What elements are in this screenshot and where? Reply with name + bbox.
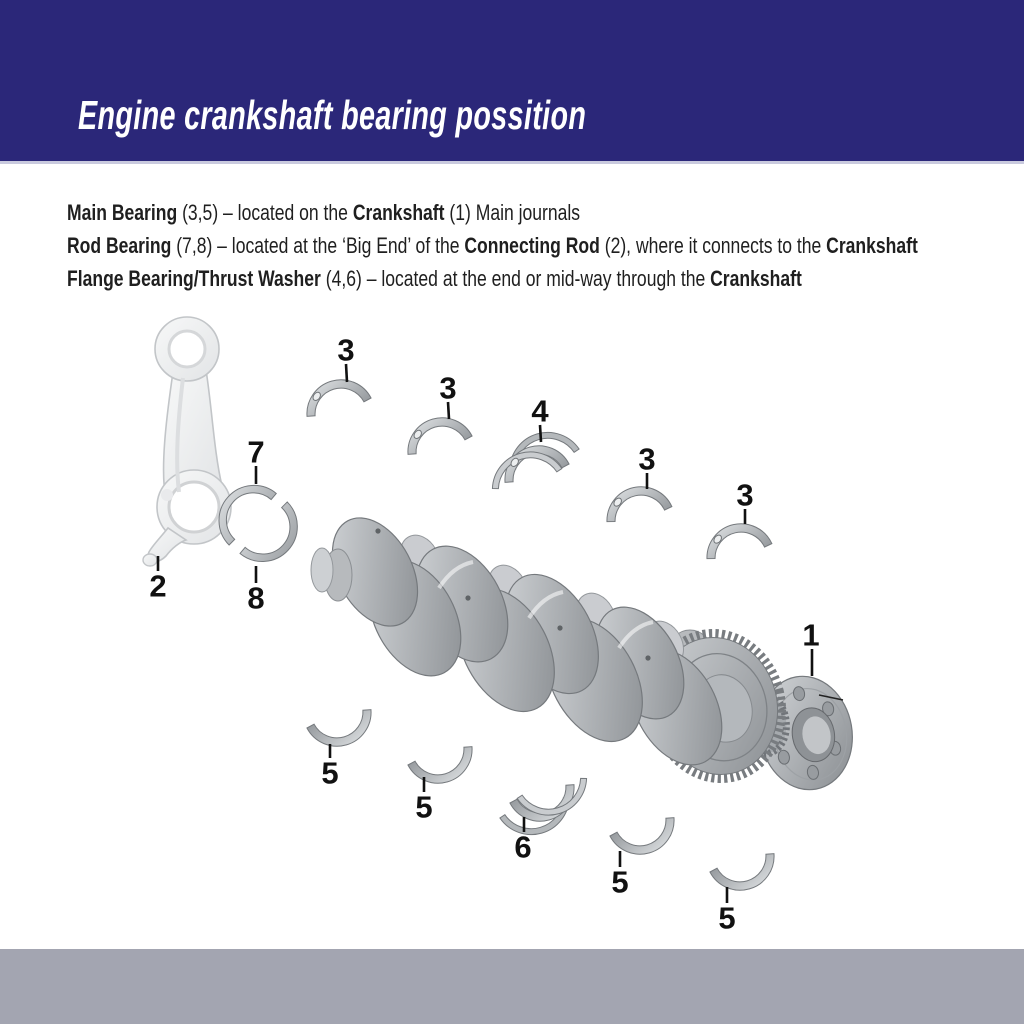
callout-5 [321,744,338,791]
callout-label: 1 [802,617,820,653]
callout-label: 3 [337,332,355,368]
callout-label: 4 [531,393,549,429]
description-text-run: (3,5) – located on the [177,200,353,225]
flange-bearing-shell-4 [481,424,583,490]
description-term-bold: Crankshaft [352,200,445,225]
callout-label: 2 [149,568,167,604]
callout-8 [247,566,264,616]
callout-label: 5 [415,789,433,825]
callout-5 [611,851,628,900]
description-term-bold: Crankshaft [826,233,918,258]
callout-5 [415,777,432,825]
main-bearing-shell-5 [709,852,781,898]
callout-label: 3 [638,441,656,477]
footer-band [0,949,1024,1024]
callout-3 [439,371,456,420]
callout-5 [718,887,735,936]
callout-label: 5 [718,900,736,936]
callout-label: 3 [439,370,457,406]
callout-1 [802,618,819,677]
main-bearing-shell-3 [701,517,772,560]
description-term-bold: Crankshaft [710,266,802,291]
callout-6 [514,817,531,865]
flange-bearing-shell-6 [496,777,598,843]
callout-label: 6 [514,829,532,865]
main-bearing-shell-5 [407,745,479,791]
callout-7 [247,435,264,485]
description-term-bold: Flange Bearing/Thrust Washer [67,266,321,291]
description-term-bold: Rod Bearing [67,233,172,258]
page-title: Engine crankshaft bearing possition [78,92,587,138]
main-bearing-shell-3 [601,480,672,523]
description-text-run: (1) Main journals [444,200,581,225]
callout-label: 3 [736,477,754,513]
callout-label: 7 [247,434,265,470]
description-term-bold: Main Bearing [67,200,178,225]
callout-3 [736,478,753,525]
crankshaft [311,503,861,797]
main-bearing-shell-3 [300,372,372,418]
callout-label: 5 [321,755,339,791]
callout-3 [337,333,354,383]
callout-label: 8 [247,580,265,616]
description-text-run: (7,8) – located at the ‘Big End’ of the [171,233,465,258]
callout-label: 5 [611,864,629,900]
main-bearing-shell-5 [306,708,378,754]
description-text-run: (2), where it connects to the [599,233,827,258]
connecting-rod [143,317,231,566]
callout-3 [638,442,655,490]
main-bearing-shell-3 [401,410,473,456]
description-text-run: (4,6) – located at the end or mid-way through the [320,266,711,291]
description-term-bold: Connecting Rod [464,233,600,258]
